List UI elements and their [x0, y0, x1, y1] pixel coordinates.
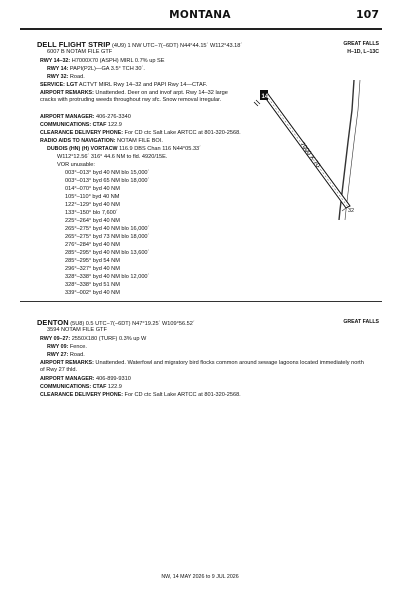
- dell-comm-line: [40, 122, 122, 129]
- denton-region: GREAT FALLS: [343, 319, 379, 325]
- dell-clearance-text: For CD ctc Salt Lake ARTCC at 801-320-2568.: [123, 130, 241, 136]
- vor-restriction: 265°–275° byd 73 NM blo 18,000´: [65, 234, 150, 240]
- dell-nav-label: RADIO AIDS TO NAVIGATION:: [40, 138, 116, 144]
- dell-vortac-line2: W112°12.56´ 316° 44.6 NM to fld. 4920/15E.: [57, 154, 168, 160]
- denton-runway-line: [40, 336, 146, 343]
- denton-airport-name: DENTON: [37, 318, 69, 327]
- denton-remarks: [40, 360, 370, 374]
- dell-rwy32-line: [47, 74, 85, 81]
- dell-service-label: SERVICE:: [40, 82, 65, 88]
- dell-rwy14-label: RWY 14:: [47, 66, 69, 72]
- runway-dimension-label: 7000 X 70: [298, 141, 322, 170]
- dell-runway-label: RWY 14–32:: [40, 58, 71, 64]
- dell-comm-label: COMMUNICATIONS: CTAF: [40, 122, 107, 128]
- page-footer: NW, 14 MAY 2026 to 9 JUL 2026: [161, 574, 239, 580]
- dell-comm-text: 122.9: [106, 122, 122, 128]
- vor-restriction: 225°–264° byd 40 NM: [65, 218, 120, 224]
- vor-restriction: 339°–002° byd 40 NM: [65, 290, 120, 296]
- vor-restriction: 265°–275° byd 40 NM blo 16,000´: [65, 226, 150, 232]
- dell-remarks-label: AIRPORT REMARKS:: [40, 90, 94, 96]
- dell-region: GREAT FALLS: [343, 41, 379, 47]
- vor-restriction: 296°–327° byd 40 NM: [65, 266, 120, 272]
- page-header-state: MONTANA: [169, 9, 231, 21]
- vor-restriction: 003°–013° byd 40 NM blo 15,000´: [65, 170, 150, 176]
- section-divider: [20, 301, 382, 302]
- denton-remarks-text: Unattended. Waterfowl and migratory bird flocks common around sewage lagoons located immediately north of Rwy 27 thld.: [40, 360, 364, 373]
- dell-runway-line: [40, 58, 164, 65]
- denton-runway-text: 2550X180 (TURF) 0.3% up W: [70, 336, 147, 342]
- dell-nav-text: NOTAM FILE BOI.: [115, 138, 163, 144]
- denton-clearance-text: For CD ctc Salt Lake ARTCC at 801-320-2568.: [123, 392, 241, 398]
- denton-manager-label: AIRPORT MANAGER:: [40, 376, 95, 382]
- dell-service-text: ACTVT MIRL Rwy 14–32 and PAPI Rwy 14—CTAF.: [77, 82, 208, 88]
- dell-rwy32-label: RWY 32:: [47, 74, 69, 80]
- dell-remarks-text: Unattended. Deer on and invof arpt. Rwy 14–32 large cracks with protruding weeds throughout rwy sfc. Snow removal irregular.: [40, 90, 228, 103]
- dell-airport-info: (4U9) 1 NW UTC−7(−6DT) N44°44.15´ W112°43.18´: [110, 43, 243, 49]
- denton-runway-label: RWY 09–27:: [40, 336, 71, 342]
- header-rule: [20, 28, 382, 30]
- denton-rwy09-label: RWY 09:: [47, 344, 69, 350]
- denton-rwy09-text: Fence.: [68, 344, 87, 350]
- denton-rwy27-label: RWY 27:: [47, 352, 69, 358]
- vor-restriction: 276°–284° byd 40 NM: [65, 242, 120, 248]
- dell-vortac-label: DUBOIS (HN) (H) VORTACW: [47, 146, 118, 152]
- vor-restriction: 122°–129° byd 40 NM: [65, 202, 120, 208]
- page-number: 107: [356, 8, 379, 21]
- dell-airport-name: DELL FLIGHT STRIP: [37, 40, 111, 49]
- papi-mark: [256, 100, 260, 104]
- denton-manager-line: [40, 376, 131, 383]
- denton-clearance-label: CLEARANCE DELIVERY PHONE:: [40, 392, 123, 398]
- dell-rwy14-text: PAPI(P2L)—GA 3.5° TCH 30´.: [68, 66, 145, 72]
- dell-charts: H–1D, L–13C: [347, 49, 379, 55]
- denton-clearance-line: [40, 392, 241, 399]
- denton-remarks-label: AIRPORT REMARKS:: [40, 360, 94, 366]
- vor-restriction: 328°–338° byd 51 NM: [65, 282, 120, 288]
- dell-remarks: [40, 90, 240, 104]
- vor-restriction: 328°–338° byd 40 NM blo 12,000´: [65, 274, 150, 280]
- vor-restriction: 014°–070° byd 40 NM: [65, 186, 120, 192]
- dell-clearance-line: [40, 130, 241, 137]
- dell-vortac-line: [47, 146, 201, 153]
- denton-rwy27-line: [47, 352, 85, 359]
- denton-comm-label: COMMUNICATIONS: CTAF: [40, 384, 107, 390]
- dell-manager-label: AIRPORT MANAGER:: [40, 114, 95, 120]
- denton-manager-text: 406-899-9310: [94, 376, 131, 382]
- dell-runway-text: H7000X70 (ASPH) MIRL 0.7% up SE: [70, 58, 165, 64]
- dell-nav-line: [40, 138, 163, 145]
- dell-airport-diagram: [244, 80, 364, 220]
- denton-rwy27-text: Road.: [68, 352, 85, 358]
- dell-service-line: [40, 82, 207, 89]
- runway-end-32: 32: [348, 208, 355, 214]
- dell-vor-unusable: VOR unusable:: [57, 162, 95, 168]
- denton-elevation-line: 3594 NOTAM FILE GTF: [47, 327, 107, 333]
- runway-end-14: 14: [261, 94, 269, 100]
- dell-vortac-text: 116.9 DBS Chan 116 N44°05.33´: [117, 146, 202, 152]
- dell-service-lgt: LGT: [64, 82, 78, 88]
- dell-manager-text: 406-276-3340: [94, 114, 131, 120]
- access-road: [342, 208, 346, 211]
- denton-rwy09-line: [47, 344, 87, 351]
- dell-elevation-line: 6007 B NOTAM FILE GTF: [47, 49, 113, 55]
- denton-comm-text: 122.9: [106, 384, 122, 390]
- denton-airport-info: (5U8) 0.5 UTC−7(−6DT) N47°19.25´ W109°56.52´: [68, 321, 195, 327]
- vor-restriction: 285°–295° byd 54 NM: [65, 258, 120, 264]
- vor-restriction: 285°–295° byd 40 NM blo 13,600´: [65, 250, 150, 256]
- denton-comm-line: [40, 384, 122, 391]
- vor-restriction: 133°–150° blo 7,600´: [65, 210, 118, 216]
- dell-clearance-label: CLEARANCE DELIVERY PHONE:: [40, 130, 123, 136]
- dell-rwy32-text: Road.: [68, 74, 85, 80]
- papi-mark: [254, 102, 258, 106]
- vor-restriction: 003°–013° byd 65 NM blo 18,000´: [65, 178, 150, 184]
- dell-manager-line: [40, 114, 131, 121]
- vor-restriction: 105°–110° byd 40 NM: [65, 194, 120, 200]
- dell-rwy14-line: [47, 66, 145, 73]
